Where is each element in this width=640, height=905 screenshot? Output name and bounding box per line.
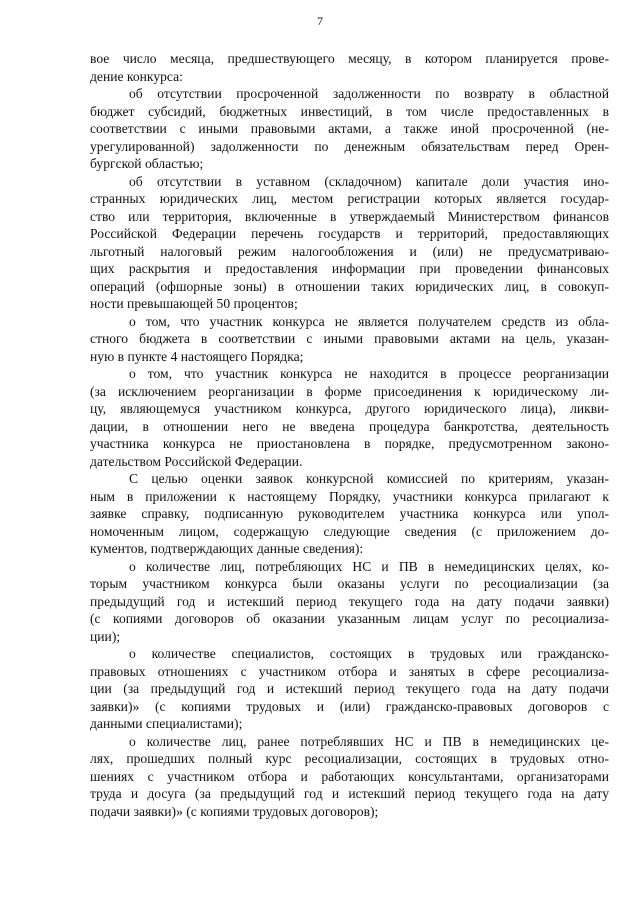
text-line: о том, что участник конкурса не находится в процессе реорганизации (129, 366, 609, 381)
paragraph (90, 85, 609, 173)
text-line: стного бюджета в соответствии с иными правовыми актами на цель, указан- (90, 331, 609, 346)
text-line: дательством Российской Федерации. (90, 453, 303, 469)
text-line: заявке справку, подписанную руководителем участника конкурса или упол- (90, 506, 609, 521)
paragraph (90, 173, 609, 313)
text-line: правовых отношениях с участником отбора и занятых в сфере ресоциализа- (90, 663, 609, 679)
paragraph (90, 470, 609, 558)
text-line: данными специалистами); (90, 716, 243, 731)
paragraph (90, 313, 609, 366)
text-line: шениях с участником отбора и работающих консультантами, организаторами (90, 768, 609, 784)
text-line: о количестве специалистов, состоящих в трудовых или гражданско- (129, 646, 609, 661)
text-line: вое число месяца, предшествующего месяцу, в котором планируется прове- (90, 51, 609, 66)
paragraph (90, 645, 609, 733)
text-line: труда и досуга (за предыдущий год и истекший период текущего года на дату (90, 786, 609, 801)
text-line: об отсутствии просроченной задолженности по возврату в областной (129, 86, 609, 101)
paragraph (90, 558, 609, 646)
document-body (90, 50, 609, 820)
text-line: (с копиями договоров об оказании указанным лицам услуг по ресоциализа- (90, 611, 609, 626)
page-number: 7 (317, 14, 323, 28)
text-line: заявки)» (с копиями трудовых и (или) гражданско-правовых договоров с (90, 698, 609, 714)
text-line: дации, в отношении него не введена процедура банкротства, деятельность (90, 418, 609, 434)
text-line: щих раскрытия и предоставления информации при проведении финансовых (90, 261, 609, 276)
text-line: соответствии с иными правовыми актами, а также иной просроченной (не- (90, 121, 609, 136)
text-line: (за исключением реорганизации в форме присоединения к юридическому ли- (90, 383, 609, 399)
text-line: кументов, подтверждающих данные сведения): (90, 541, 364, 556)
text-line: дение конкурса: (90, 68, 183, 84)
text-line: странных юридических лиц, местом регистрации которых является государ- (90, 191, 609, 206)
text-line: льготный налоговый режим налогообложения и (или) не предусматриваю- (90, 243, 609, 259)
text-line: бюджет субсидий, бюджетных инвестиций, в том числе предоставленных в (90, 103, 609, 119)
text-line: бургской областью; (90, 156, 204, 171)
text-line: о количестве лиц, ранее потреблявших НС и ПВ в немедицинских це- (129, 733, 609, 749)
text-line: цу, являющемуся участником конкурса, другого юридического лица), ликви- (90, 401, 609, 416)
text-line: ции); (90, 628, 121, 644)
paragraph (90, 365, 609, 470)
text-line: номоченным лицом, содержащую следующие сведения (с приложением до- (90, 523, 609, 539)
text-line: торым участником конкурса были оказаны услуги по ресоциализации (за (90, 576, 609, 591)
text-line: С целью оценки заявок конкурсной комиссией по критериям, указан- (129, 471, 609, 486)
text-line: Российской Федерации перечень государств и территорий, предоставляющих (90, 226, 609, 241)
text-line: ным в приложении к настоящему Порядку, участники конкурса прилагают к (90, 488, 609, 504)
text-line: операций (офшорные зоны) в отношении таких юридических лиц, в совокуп- (90, 278, 609, 294)
paragraph (90, 50, 609, 85)
text-line: подачи заявки)» (с копиями трудовых договоров); (90, 803, 379, 819)
text-line: лях, прошедших полный курс ресоциализации, состоящих в трудовых отно- (90, 751, 609, 766)
text-line: ство или территория, включенные в утверждаемый Министерством финансов (90, 208, 609, 224)
text-line: участника конкурса не приостановлена в порядке, предусмотренном законо- (90, 436, 609, 451)
text-line: предыдущий год и истекший период текущего года на дату подачи заявки) (90, 593, 609, 609)
text-line: ную в пункте 4 настоящего Порядка; (90, 348, 304, 364)
text-line: об отсутствии в уставном (складочном) капитале доли участия ино- (129, 173, 609, 189)
text-line: о том, что участник конкурса не является получателем средств из обла- (129, 313, 609, 329)
text-line: о количестве лиц, потребляющих НС и ПВ в немедицинских целях, ко- (129, 558, 609, 574)
text-line: урегулированной) задолженности по денежным обязательствам перед Орен- (90, 138, 609, 154)
paragraph (90, 733, 609, 821)
text-line: ции (за предыдущий год и истекший период текущего года на дату подачи (90, 681, 609, 696)
text-line: ности превышающей 50 процентов; (90, 296, 298, 311)
